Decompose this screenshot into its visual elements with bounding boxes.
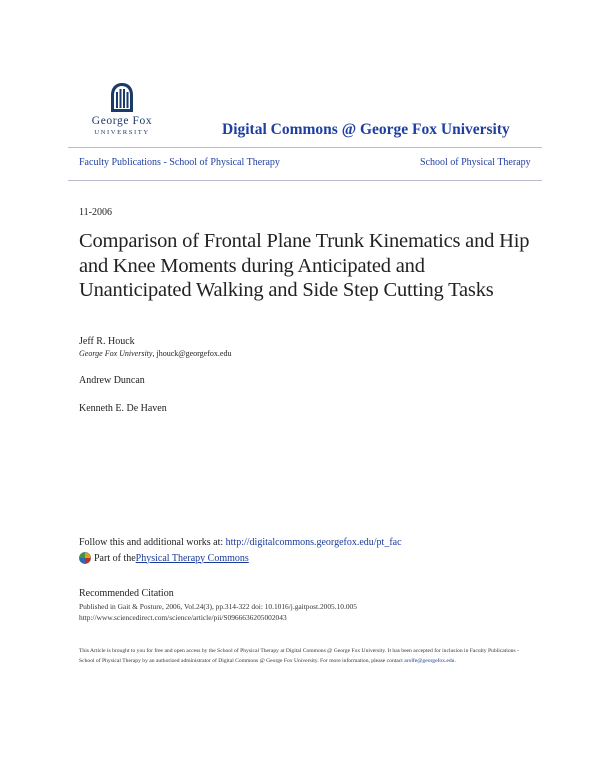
author-name: Andrew Duncan [79, 375, 145, 386]
author-name: Kenneth E. De Haven [79, 403, 167, 414]
access-notice-text: This Article is brought to you for free and open access by the School of Physical Therapy at Digital Commons @ George Fox University. It has been accepted for inclusion in Faculty Publications - School of Physical Therapy by an authorized administrator of Digital Commons @ George Fox University. For more information, please contact [79, 648, 519, 664]
follow-line [79, 537, 402, 548]
site-title-link[interactable]: Digital Commons @ George Fox University [222, 121, 510, 138]
author-email-link[interactable]: jhouck@georgefox.edu [156, 349, 232, 358]
author-affiliation: George Fox University, jhouck@georgefox.edu [79, 349, 232, 358]
recommended-citation-heading: Recommended Citation [79, 588, 174, 599]
physical-therapy-commons-link[interactable]: Physical Therapy Commons [135, 552, 249, 564]
header-divider-bottom [68, 180, 542, 181]
access-notice [79, 647, 519, 666]
breadcrumb-collection-link[interactable]: Faculty Publications - School of Physical Therapy [79, 157, 280, 168]
affiliation-name: George Fox University [79, 349, 153, 358]
article-title: Comparison of Frontal Plane Trunk Kinematics and Hip and Knee Moments during Anticipated and Unanticipated Walking and Side Step Cutting Tasks [79, 230, 530, 301]
network-commons-icon [79, 552, 91, 564]
publication-date: 11-2006 [79, 207, 112, 218]
header-divider-top [68, 147, 542, 148]
contact-email-link[interactable]: arolfe@georgefox.edu [404, 657, 455, 664]
breadcrumb-department-link[interactable]: School of Physical Therapy [420, 157, 531, 168]
part-of-line [79, 552, 249, 564]
collection-url-link[interactable]: http://digitalcommons.georgefox.edu/pt_fac [225, 537, 402, 548]
logo-name: George Fox [91, 115, 153, 127]
author-name: Jeff R. Houck [79, 336, 135, 347]
logo-emblem-icon [109, 82, 135, 114]
part-of-text: Part of the [94, 552, 136, 564]
follow-text: Follow this and additional works at: [79, 537, 226, 548]
logo-subtitle: UNIVERSITY [94, 129, 150, 136]
recommended-citation-text: Published in Gait & Posture, 2006, Vol.24(3), pp.314-322 doi: 10.1016/j.gaitpost.2005.10.005 http://www.sciencedirect.com/science/article/pii/S0966636205002043 [79, 602, 357, 622]
access-notice-end: . [454, 657, 456, 664]
